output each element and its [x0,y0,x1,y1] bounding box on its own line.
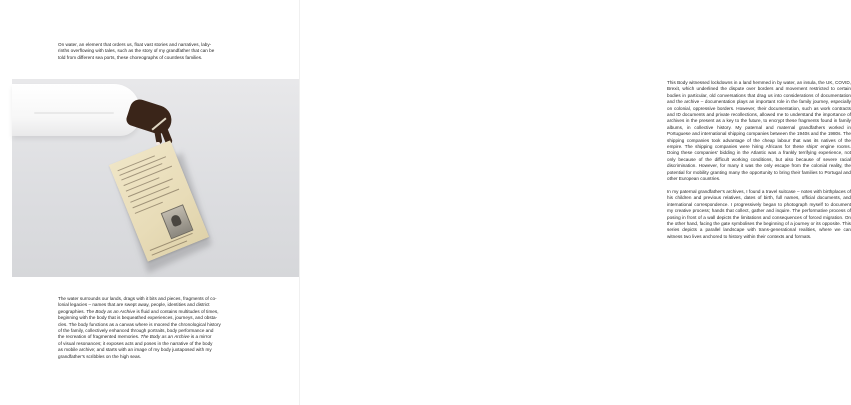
right-column [667,80,851,240]
right-page [300,0,851,405]
left-page [0,0,300,405]
bottom-text [58,296,264,360]
hand-with-document-photo [12,79,300,277]
bottom-paragraph: The water surrounds our lands, drags with it bits and pieces, fragments of co- lonial legacies – names that are swept away, people, identities and district geographies. The Body as an Archive is fluid and contains multitudes of times, beginning with the body that is bequeathed experiences, journeys, and obsta- cles. The body functions as a canvas where is moored the chronological history of the family, collectively enhanced through portraits, body performance and the recreation of fragmented memories. The Body as an Archive is a mirror of visual resonances; it exposes acts and poses in the narrative of the body as mobile archive; and starts with an image of my body juxtaposed with my grandfather's scribbles on the high seas. [58,296,221,359]
intro-paragraph: On water, an element that orders us, float vast stories and narratives, laby- rinths overflowing with tales, such as the story of my grandfather that can be told from different sea ports, these choreographs of countless families. [58,42,215,60]
right-paragraph-2: In my paternal grandfather's archives, I found a travel suitcase – notes with birthplaces of his children and previous relatives, dates of birth, full names, official documents, and international correspondence. I progressively began to photograph myself to document my creative process; hands that collect, gather and inquire. The performative process of posing in front of a wall depicts the limitations and consequences of forced migration. On the other hand, facing the gate symbolises the beginning of a journey or its opposite. This series depicts a parallel landscape with trans-generational realities, where we can witness two lives anchored to history within their contexts and formats. [667,188,851,239]
intro-text [58,42,263,61]
right-paragraph-1: This Body witnessed lockdowns in a land hemmed in by water, an insula, the UK, COVID, Brexit, which underlined the dispute over borders and movement restricted to certain bodies in particular, old conversations that drag us into considerations of documentation and the archive – documentation plays an important role in the family journey, especially on colonial, oppressive borders. However, their documentation, such as work contracts and ID documents and private recollections, allowed me to understand the importance of archives in the present as a key to the future, to encrypt these fragments found in family albums, in collective history. My paternal and maternal grandfathers worked in Portuguese and international shipping companies between the 1940s and the 1980s. The shipping companies took advantage of the cheap labour that was its natives of the empire. The shipping companies were hiring Africans for these ships' engine rooms. Doing these companies' bidding in the Atlantic was a frankly terrifying experience, not only because of the difficult working conditions, but also because of severe racial discrimination. However, for many it was the only escape from the colonial reality, the potential for mobility granting many the opportunity to bring their families to Portugal and other European countries. [667,80,851,182]
white-sleeve [12,84,140,136]
